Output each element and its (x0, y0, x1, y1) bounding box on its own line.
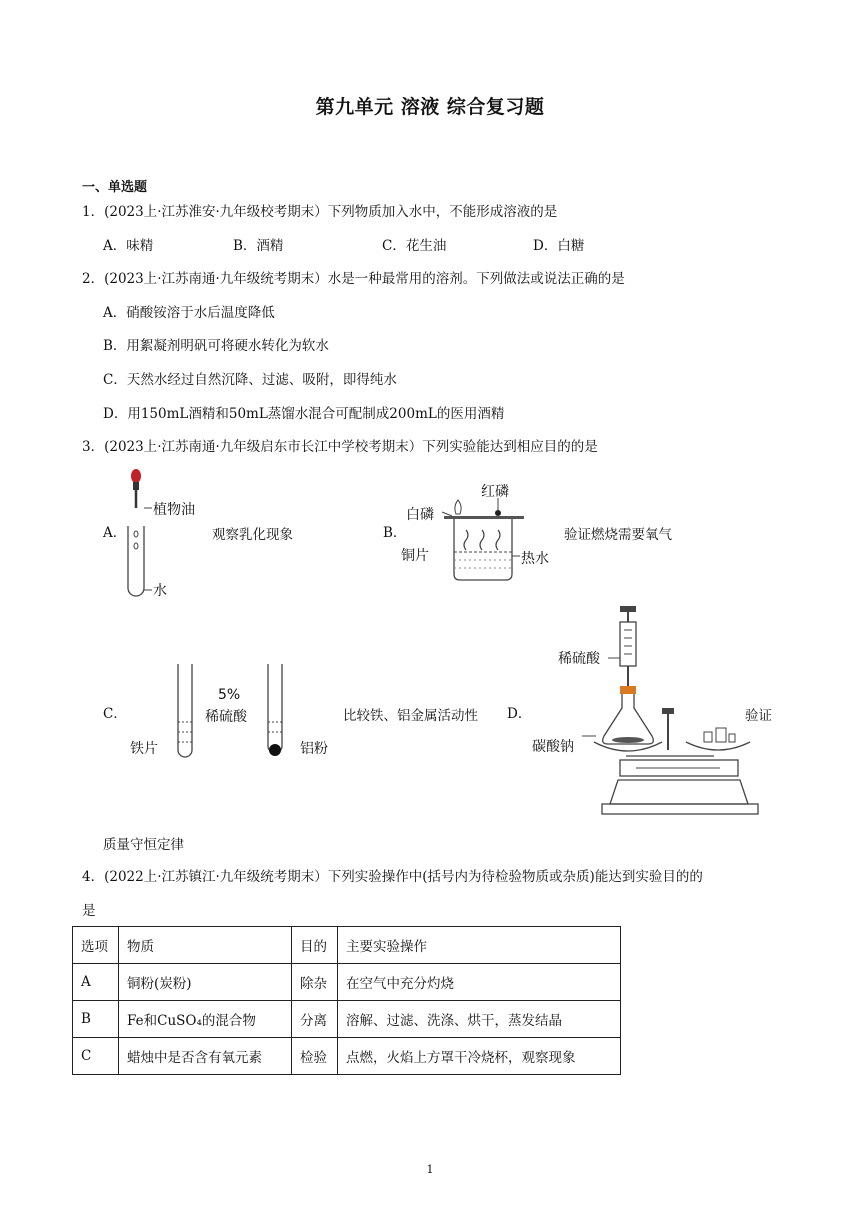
table-header-row (73, 927, 621, 964)
question-1-option-c: C．花生油 (382, 238, 447, 254)
page-number: 1 (426, 1163, 434, 1176)
table-header-cell: 主要实验操作 (338, 927, 621, 964)
table-cell: B (73, 1001, 119, 1038)
table-cell: 蜡烛中是否含有氧元素 (119, 1038, 292, 1075)
table-cell: 检验 (292, 1038, 338, 1075)
page-title: 第九单元 溶液 综合复习题 (315, 96, 545, 118)
table-row (73, 1001, 621, 1038)
question-3-option-a-caption: 观察乳化现象 (212, 527, 293, 543)
question-1-option-d: D．白糖 (533, 238, 585, 254)
label-copper-sheet: 铜片 (401, 548, 429, 564)
question-3-option-d-letter: D． (507, 706, 532, 722)
table-cell: A (73, 964, 119, 1001)
table-header-cell: 选项 (73, 927, 119, 964)
label-hot-water: 热水 (521, 551, 549, 567)
label-dilute-sulfuric-acid-d: 稀硫酸 (558, 651, 600, 667)
question-1-option-a: A．味精 (103, 238, 154, 254)
table-header-cell: 目的 (292, 927, 338, 964)
table-row (73, 964, 621, 1001)
label-dilute-sulfuric-acid-c: 稀硫酸 (205, 709, 247, 725)
table-cell: 在空气中充分灼烧 (338, 964, 621, 1001)
question-3-option-a-letter: A． (103, 525, 127, 541)
label-red-phosphorus: 红磷 (481, 484, 509, 500)
label-vegetable-oil: 植物油 (153, 502, 195, 518)
section-heading: 一、单选题 (82, 180, 148, 195)
beaker-combustion-figure (440, 490, 530, 590)
question-3-option-d-caption-continued: 质量守恒定律 (103, 837, 184, 853)
question-2-option-c: C．天然水经过自然沉降、过滤、吸附，即得纯水 (103, 372, 397, 388)
table-cell: Fe和CuSO₄的混合物 (119, 1001, 292, 1038)
question-2-option-a: A．硝酸铵溶于水后温度降低 (103, 305, 275, 321)
balance-flask-figure (596, 604, 768, 818)
label-iron-sheet: 铁片 (130, 741, 158, 757)
label-5-percent: 5% (218, 687, 241, 703)
question-1-stem: 1．(2023上·江苏淮安·九年级校考期末）下列物质加入水中，不能形成溶液的是 (82, 204, 558, 220)
question-2-stem: 2．(2023上·江苏南通·九年级统考期末）水是一种最常用的溶剂。下列做法或说法正确的是 (82, 271, 625, 287)
table-cell: 铜粉(炭粉) (119, 964, 292, 1001)
question-3-option-c-caption: 比较铁、铝金属活动性 (343, 708, 478, 724)
question-2-option-d: D．用150mL酒精和50mL蒸馏水混合可配制成200mL的医用酒精 (103, 406, 505, 422)
question-3-option-c-letter: C． (103, 706, 127, 722)
question-2-option-b: B．用絮凝剂明矾可将硬水转化为软水 (103, 338, 329, 354)
question-3-option-b-caption: 验证燃烧需要氧气 (564, 527, 672, 543)
table-cell: 除杂 (292, 964, 338, 1001)
table-cell: 溶解、过滤、洗涤、烘干，蒸发结晶 (338, 1001, 621, 1038)
question-1-option-b: B．酒精 (233, 238, 284, 254)
label-sodium-carbonate: 碳酸钠 (532, 739, 574, 755)
label-aluminum-powder: 铝粉 (300, 741, 328, 757)
label-white-phosphorus: 白磷 (406, 507, 434, 523)
table-row (73, 1038, 621, 1075)
question-3-stem: 3．(2023上·江苏南通·九年级启东市长江中学校考期末）下列实验能达到相应目的的是 (82, 439, 598, 455)
question-4-stem: 4．(2022上·江苏镇江·九年级统考期末）下列实验操作中(括号内为待检验物质或杂质)能达到实验目的的 (82, 869, 703, 885)
table-cell: 分离 (292, 1001, 338, 1038)
question-4-stem-continued: 是 (82, 903, 96, 919)
table-cell: 点燃，火焰上方罩干冷烧杯，观察现象 (338, 1038, 621, 1075)
table-cell: C (73, 1038, 119, 1075)
question-3-option-b-letter: B． (383, 525, 407, 541)
question-4-table (72, 926, 621, 1075)
label-water: 水 (153, 583, 167, 599)
table-header-cell: 物质 (119, 927, 292, 964)
question-3-option-d-caption: 验证 (745, 708, 772, 724)
